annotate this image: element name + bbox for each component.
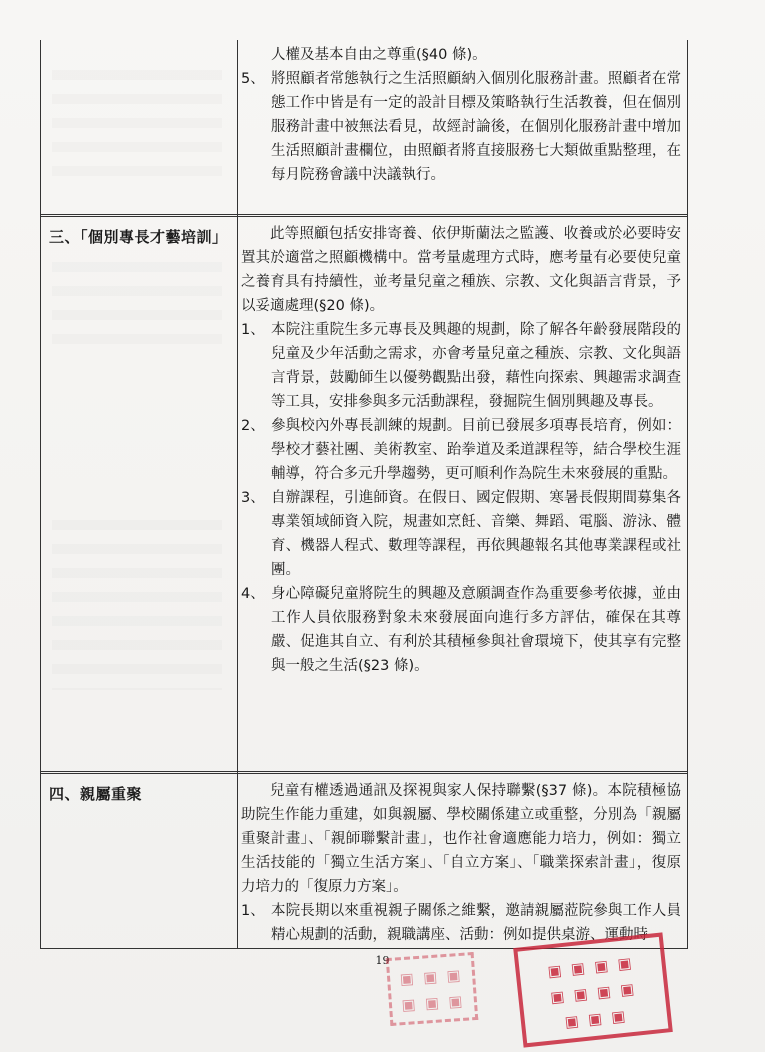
list-item-text: 參與校內外專長訓練的規劃。目前已發展多項專長培育，例如：學校才藝社團、美術教室、跆拳道及柔道課程等，結合學校生涯輔導，符合多元升學趨勢，更可順利作為院生未來發展的重點。 xyxy=(271,418,681,482)
list-item-number: 4、 xyxy=(241,586,265,602)
list-item-number: 2、 xyxy=(241,418,265,434)
list-item-number: 3、 xyxy=(241,490,265,506)
list-item-number: 5、 xyxy=(241,71,265,87)
list-item xyxy=(241,318,681,414)
row-label-family-reunion: 四、親屬重聚 xyxy=(49,785,143,803)
list-item xyxy=(241,414,681,486)
row4-intro: 兒童有權透過通訊及探視與家人保持聯繫(§37 條)。本院積極協助院生作能力重建，如與親屬、學校關係建立或重整，分別為「親屬重聚計畫」、「親師聯繫計畫」，也作社會適應能力培力，例如：獨立生活技能的「獨立生活方案」、「自立方案」、「職業探索計畫」，復原力培力的「復原力方案」。 xyxy=(241,783,681,895)
list-item-continuation: 人權及基本自由之尊重(§40 條)。 xyxy=(271,47,487,63)
list-item-text: 本院長期以來重視親子關係之維繫，邀請親屬蒞院參與工作人員精心規劃的活動，親職講座、活動：例如提供桌游、運動時 xyxy=(271,903,681,943)
list-item-text: 將照顧者常態執行之生活照顧納入個別化服務計畫。照顧者在常態工作中皆是有一定的設計目標及策略執行生活教養，但在個別服務計畫中被無法看見，故經討論後，在個別化服務計畫中增加生活照顧計畫欄位，由照顧者將直接服務七大類做重點整理，在每月院務會議中決議執行。 xyxy=(271,71,681,183)
column-divider xyxy=(237,40,238,948)
list-item-text: 本院注重院生多元專長及興趣的規劃，除了解各年齡發展階段的兒童及少年活動之需求，亦會考量兒童之種族、宗教、文化與語言背景，鼓勵師生以優勢觀點出發，藉性向探索、興趣需求調查等工具，安排參與多元活動課程，發掘院生個別興趣及專長。 xyxy=(271,322,681,410)
row-divider xyxy=(41,214,687,217)
row-top-content xyxy=(241,43,681,187)
content-table xyxy=(40,40,688,949)
list-item-number: 1、 xyxy=(241,322,265,338)
row-label-talent-training: 三、「個別專長才藝培訓」 xyxy=(49,228,228,246)
list-item xyxy=(241,582,681,678)
row3-content xyxy=(241,222,681,678)
official-seal-stamp: ▣ ▣ ▣ ▣ ▣ ▣ ▣ ▣ ▣ ▣ ▣ xyxy=(513,932,673,1047)
seal-stamp-faint: ▣ ▣ ▣ ▣ ▣ ▣ xyxy=(386,952,479,1026)
list-item xyxy=(241,486,681,582)
list-item-number: 1、 xyxy=(241,903,265,919)
row3-intro: 此等照顧包括安排寄養、依伊斯蘭法之監護、收養或於必要時安置其於適當之照顧機構中。當考量處理方式時，應考量有必要使兒童之養育具有持續性，並考量兒童之種族、宗教、文化與語言背景，予以妥適處理(§20 條)。 xyxy=(241,226,681,314)
list-item xyxy=(241,67,681,187)
row-divider xyxy=(41,771,687,774)
page-number: 19 xyxy=(375,954,390,967)
list-item-text: 自辦課程，引進師資。在假日、國定假期、寒暑長假期間募集各專業領域師資入院，規畫如烹飪、音樂、舞蹈、電腦、游泳、體育、機器人程式、數理等課程，再依興趣報名其他專業課程或社團。 xyxy=(271,490,681,578)
list-item-text: 身心障礙兒童將院生的興趣及意願調查作為重要參考依據，並由工作人員依服務對象未來發展面向進行多方評估，確保在其尊嚴、促進其自立、有利於其積極參與社會環境下，使其享有完整與一般之生活(§23 條)。 xyxy=(271,586,681,674)
row4-content xyxy=(241,779,681,947)
